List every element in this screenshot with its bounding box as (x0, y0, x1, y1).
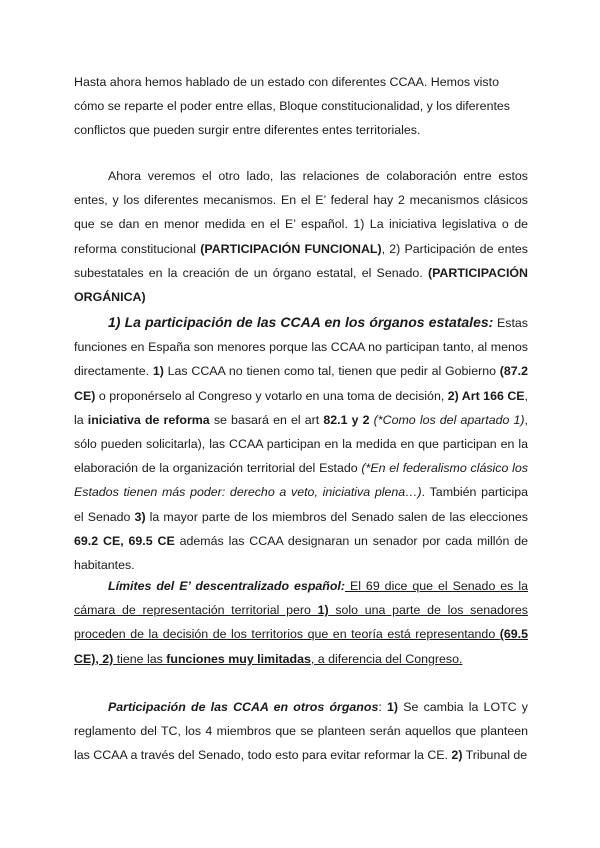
text-run: , sólo pueden solicitarla), las CCAA participan en la medida en que participan en la elaboración de la organización territorial del Estado (74, 412, 528, 476)
text-run: Se cambia la LOTC y reglamento del TC, los 4 miembros que se planteen serán aquellos que planteen las CCAA a través del Senado, todo esto para evitar reformar la CE. (74, 700, 528, 763)
bold-run: (69.5 CE), 2) (74, 627, 528, 666)
text-run: , la (74, 388, 528, 427)
participation-paragraph (74, 310, 528, 577)
other-organs-paragraph (74, 695, 528, 768)
bold-run: funciones muy limitadas (166, 651, 311, 666)
text-run: . También participa el Senado (74, 485, 528, 524)
text-run: : (378, 700, 387, 714)
bold-run: 1) (386, 700, 399, 714)
text-run: además las CCAA designaran un senador por cada millón de habitantes. (74, 533, 528, 573)
bold-run: 2) (451, 748, 463, 763)
bold-run: (PARTICIPACIÓN ORGÁNICA) (74, 265, 528, 305)
text-run: tiene las (113, 651, 167, 666)
limits-paragraph (74, 574, 528, 671)
bold-run: iniciativa de reforma (87, 412, 210, 427)
text-run: solo una parte de los senadores proceden de la decisión de los territorios que en teoría está representando (74, 603, 528, 642)
bold-run: 1) (152, 364, 164, 379)
text-run: o proponérselo al Congreso y votarlo en una toma de decisión, (95, 388, 448, 403)
collaboration-paragraph (74, 164, 528, 309)
italic-run: (*En el federalismo clásico los Estados tienen más poder: derecho a veto, iniciativa plena…) (74, 461, 528, 500)
intro-paragraph (74, 70, 528, 143)
bold-run: 2) Art 166 CE (447, 388, 525, 403)
bold-run: (87.2 CE) (74, 364, 529, 403)
text-run: , 2) Participación de entes subestatales en la creación de un órgano estatal, el Senado. (74, 241, 528, 280)
text-run: , a diferencia del Congreso. (310, 651, 463, 666)
text-run: El 69 dice que el Senado es la cámara de representación territorial pero (74, 579, 528, 618)
text-run: Estas funciones en España son menores porque las CCAA no participan tanto, al menos directamente. (74, 316, 528, 379)
bold-run: 3) (134, 509, 146, 524)
section-heading: Límites del E’ descentralizado español: (108, 579, 345, 593)
section-heading: 1) La participación de las CCAA en los órganos estatales: (108, 314, 494, 330)
text-run: Tribunal de (462, 748, 528, 763)
text-run: se basará en el art (209, 412, 324, 427)
bold-run: 69.2 CE, 69.5 CE (74, 533, 175, 548)
bold-run: 82.1 y 2 (323, 412, 370, 427)
bold-run: 1) (317, 603, 329, 618)
italic-run: (*Como los del apartado 1) (369, 412, 525, 427)
text-run: Las CCAA no tienen como tal, tienen que pedir al Gobierno (163, 364, 500, 379)
bold-run: (PARTICIPACIÓN FUNCIONAL) (200, 241, 382, 256)
section-heading: Participación de las CCAA en otros órganos (108, 700, 379, 714)
text-run: la mayor parte de los miembros del Senado salen de las elecciones (145, 509, 528, 524)
text-run: Ahora veremos el otro lado, las relaciones de colaboración entre estos entes, y los diferentes mecanismos. En el E’ federal hay 2 mecanismos clásicos que se dan en menor medida en el E’ español. 1) La iniciativa legislativa o de reforma constitucional (74, 169, 528, 256)
intro-text: Hasta ahora hemos hablado de un estado con diferentes CCAA. Hemos visto cómo se reparte el poder entre ellas, Bloque constitucionalidad, y los diferentes conflictos que pueden surgir entre diferentes entes territoriales. (74, 75, 510, 138)
